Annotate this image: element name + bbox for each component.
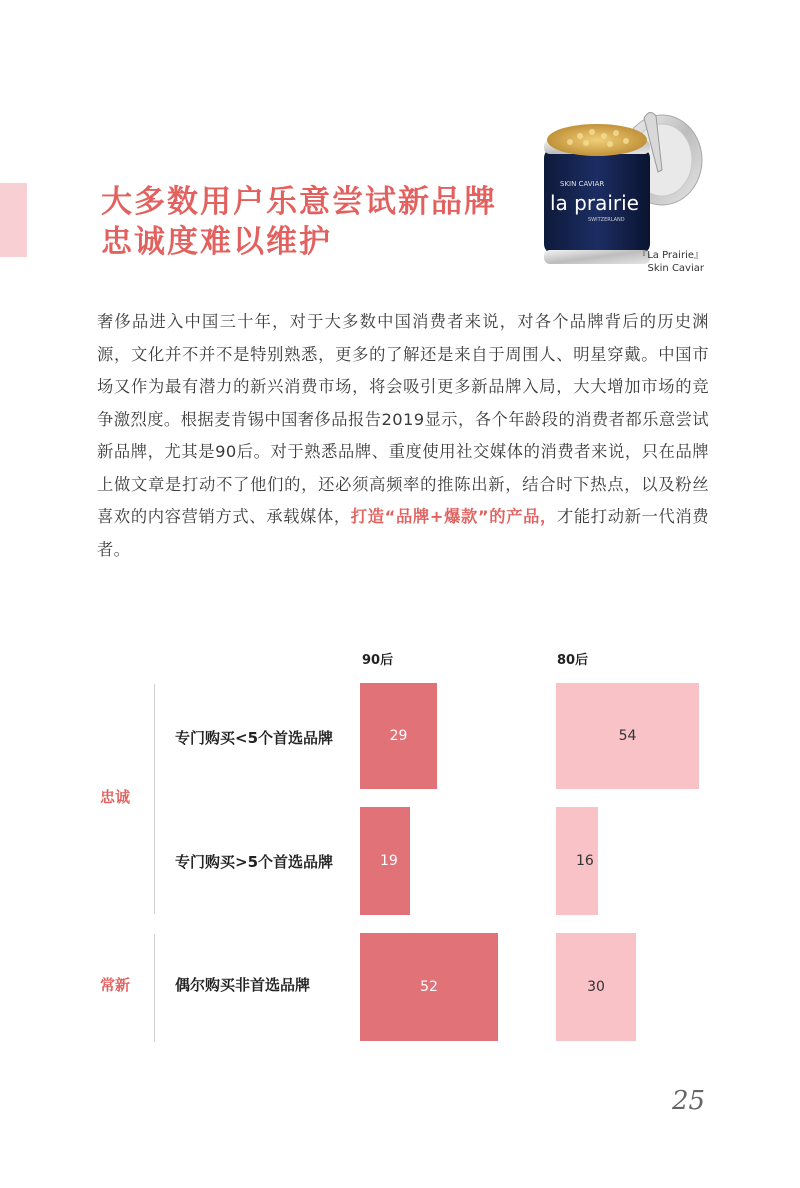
product-line-text: SKIN CAVIAR (560, 180, 605, 188)
group-label-new: 常新 (100, 976, 131, 994)
bar-value-80s-row-1: 54 (618, 728, 637, 744)
side-accent-bar (0, 183, 27, 257)
body-highlight: 打造“品牌+爆款”的产品， (350, 507, 557, 526)
row-label-3: 偶尔购买非首选品牌 (175, 976, 311, 994)
title-line-2: 忠诚度难以维护 (101, 224, 332, 260)
bar-value-90s-row-3: 52 (420, 979, 438, 995)
group-label-loyal: 忠诚 (100, 788, 131, 806)
product-caption (637, 249, 704, 275)
bar-80s-row-1 (556, 683, 699, 789)
bar-80s-row-3 (556, 933, 636, 1041)
title-line-1: 大多数用户乐意尝试新品牌 (101, 184, 497, 220)
body-text-main: 奢侈品进入中国三十年，对于大多数中国消费者来说，对各个品牌背后的历史渊源，文化并不并不是特别熟悉，更多的了解还是来自于周围人、明星穿戴。中国市场又作为最有潜力的新兴消费市场，将会吸引更多新品牌入局，大大增加市场的竞争激烈度。根据麦肯锡中国奢侈品报告2019显示，各个年龄段的消费者都乐意尝试新品牌，尤其是90后。对于熟悉品牌、重度使用社交媒体的消费者来说，只在品牌上做文章是打动不了他们的，还必须高频率的推陈出新，结合时下热点，以及粉丝喜欢的内容营销方式、承载媒体， (97, 312, 709, 526)
bar-90s-row-2 (360, 807, 410, 915)
row-label-2: 专门购买>5个首选品牌 (175, 853, 334, 871)
group-divider-loyal (154, 684, 155, 914)
series-label-80s: 80后 (557, 653, 589, 668)
page-title (101, 182, 551, 262)
series-label-90s: 90后 (362, 653, 394, 668)
caption-line-1: 『La Prairie』 (637, 250, 704, 261)
group-divider-new (154, 934, 155, 1042)
bar-value-80s-row-3: 30 (587, 979, 605, 995)
product-origin-text: SWITZERLAND (588, 217, 625, 223)
bar-90s-row-3 (360, 933, 498, 1041)
bar-value-80s-row-2: 16 (576, 853, 594, 869)
bar-value-90s-row-2: 19 (380, 853, 398, 869)
body-paragraph (97, 306, 709, 566)
product-brand-text: la prairie (550, 191, 639, 215)
bar-80s-row-2 (556, 807, 598, 915)
bar-90s-row-1 (360, 683, 437, 789)
page-number: 25 (672, 1086, 706, 1116)
body-text-end: 才能打动新一代消费者。 (97, 507, 709, 559)
row-label-1: 专门购买<5个首选品牌 (175, 729, 334, 747)
caption-line-2: Skin Caviar (647, 263, 704, 274)
bar-value-90s-row-1: 29 (389, 728, 408, 744)
